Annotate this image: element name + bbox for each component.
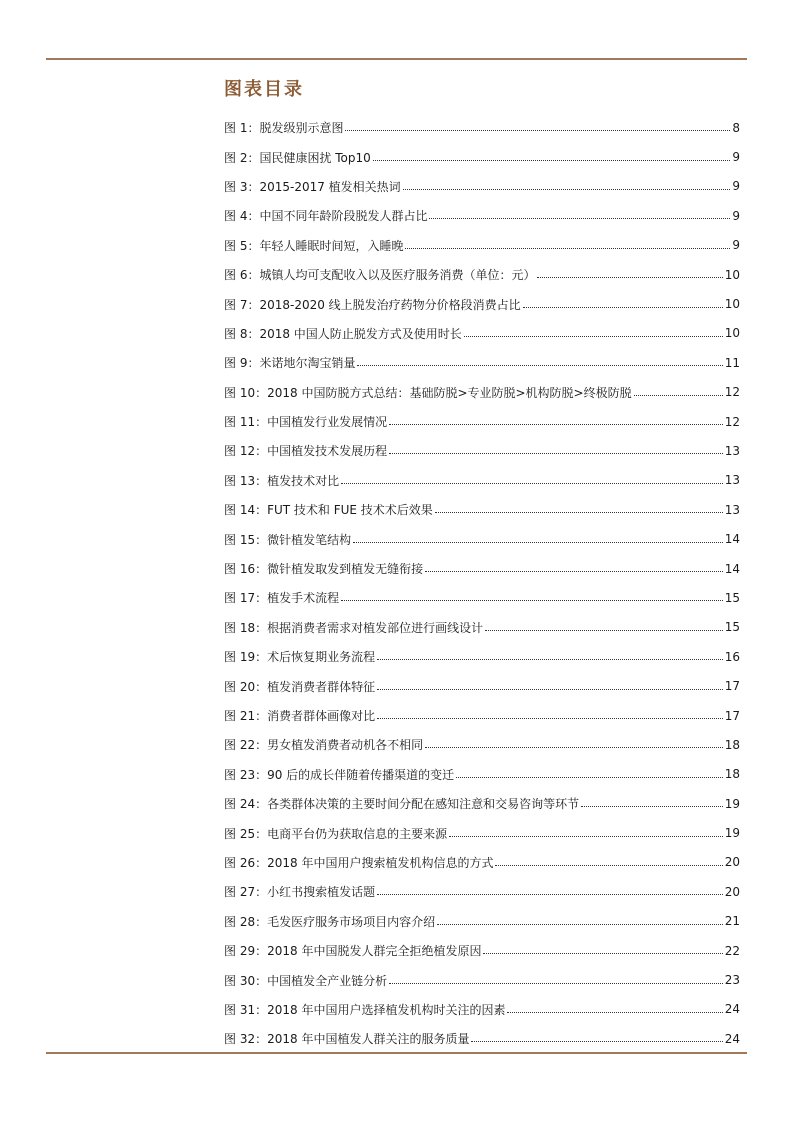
dot-leader <box>429 218 730 219</box>
toc-entry-label: 图 16：微针植发取发到植发无缝衔接 <box>224 562 424 577</box>
toc-entry-label: 图 26：2018 年中国用户搜索植发机构信息的方式 <box>224 855 494 870</box>
toc-entry-label: 图 9：米诺地尔淘宝销量 <box>224 356 356 371</box>
dot-leader <box>377 894 723 895</box>
toc-entry[interactable] <box>224 201 740 230</box>
dot-leader <box>437 924 723 925</box>
toc-entry-label: 图 5：年轻人睡眠时间短，入睡晚 <box>224 238 404 253</box>
toc-entry[interactable] <box>224 554 740 583</box>
toc-entry-label: 图 4：中国不同年龄阶段脱发人群占比 <box>224 209 428 224</box>
dot-leader <box>357 365 722 366</box>
toc-entry-page: 23 <box>724 973 740 988</box>
toc-entry-page: 12 <box>724 385 740 400</box>
toc-entry-label: 图 8：2018 中国人防止脱发方式及使用时长 <box>224 326 462 341</box>
toc-entry-label: 图 18：根据消费者需求对植发部位进行画线设计 <box>224 620 484 635</box>
toc-entry-page: 20 <box>724 884 740 899</box>
toc-entry-page: 13 <box>724 443 740 458</box>
toc-entry-page: 9 <box>732 179 740 194</box>
toc-entry-page: 18 <box>724 767 740 782</box>
toc-entry-label: 图 23：90 后的成长伴随着传播渠道的变迁 <box>224 767 455 782</box>
dot-leader <box>389 983 723 984</box>
toc-entry[interactable] <box>224 848 740 877</box>
toc-entry[interactable] <box>224 113 740 142</box>
toc-entry-page: 17 <box>724 679 740 694</box>
toc-entry-label: 图 11：中国植发行业发展情况 <box>224 415 388 430</box>
toc-entry-label: 图 22：男女植发消费者动机各不相同 <box>224 738 424 753</box>
toc-entry[interactable] <box>224 583 740 612</box>
toc-entry-label: 图 13：植发技术对比 <box>224 473 340 488</box>
header-rule <box>46 58 747 60</box>
dot-leader <box>485 630 723 631</box>
dot-leader <box>483 953 722 954</box>
toc-entry-page: 24 <box>724 1002 740 1017</box>
dot-leader <box>435 512 723 513</box>
toc-entry[interactable] <box>224 436 740 465</box>
toc-entry[interactable] <box>224 789 740 818</box>
toc-entry[interactable] <box>224 613 740 642</box>
toc-entry[interactable] <box>224 231 740 260</box>
toc-entry-page: 12 <box>724 414 740 429</box>
toc-entry-label: 图 25：电商平台仍为获取信息的主要来源 <box>224 826 448 841</box>
dot-leader <box>523 307 723 308</box>
dot-leader <box>495 865 722 866</box>
toc-entry-page: 9 <box>732 150 740 165</box>
toc-entry-label: 图 1：脱发级别示意图 <box>224 121 344 136</box>
toc-entry-page: 14 <box>724 532 740 547</box>
toc-entry[interactable] <box>224 466 740 495</box>
dot-leader <box>345 130 730 131</box>
toc-entry[interactable] <box>224 524 740 553</box>
toc-entry-label: 图 27：小红书搜索植发话题 <box>224 885 376 900</box>
toc-entry[interactable] <box>224 319 740 348</box>
dot-leader <box>377 659 723 660</box>
toc-entry-page: 10 <box>724 326 740 341</box>
toc-entry-page: 13 <box>724 473 740 488</box>
toc-entry-label: 图 7：2018-2020 线上脱发治疗药物分价格段消费占比 <box>224 297 521 312</box>
toc-entry-label: 图 29：2018 年中国脱发人群完全拒绝植发原因 <box>224 944 482 959</box>
toc-entry-label: 图 24：各类群体决策的主要时间分配在感知注意和交易咨询等环节 <box>224 797 580 812</box>
toc-entry-label: 图 14：FUT 技术和 FUE 技术术后效果 <box>224 503 433 518</box>
toc-entry[interactable] <box>224 1024 740 1053</box>
toc-entry-label: 图 30：中国植发全产业链分析 <box>224 973 388 988</box>
toc-entry-page: 16 <box>724 649 740 664</box>
toc-entry-label: 图 3：2015-2017 植发相关热词 <box>224 179 401 194</box>
toc-entry-page: 18 <box>724 737 740 752</box>
dot-leader <box>373 160 731 161</box>
dot-leader <box>389 453 723 454</box>
toc-entry[interactable] <box>224 671 740 700</box>
toc-entry-page: 13 <box>724 502 740 517</box>
toc-entry-page: 14 <box>724 561 740 576</box>
dot-leader <box>425 747 723 748</box>
dot-leader <box>389 424 723 425</box>
dot-leader <box>471 1041 722 1042</box>
toc-entry-label: 图 2：国民健康困扰 Top10 <box>224 150 371 165</box>
toc-entry[interactable] <box>224 965 740 994</box>
dot-leader <box>449 836 723 837</box>
toc-entry-page: 19 <box>724 796 740 811</box>
toc-entry-label: 图 21：消费者群体画像对比 <box>224 709 376 723</box>
dot-leader <box>581 806 723 807</box>
dot-leader <box>353 542 723 543</box>
page-title: 图表目录 <box>224 79 304 100</box>
toc-entry-page: 11 <box>724 355 740 370</box>
toc-entry[interactable] <box>224 642 740 671</box>
toc-entry[interactable] <box>224 730 740 759</box>
toc-entry[interactable] <box>224 495 740 524</box>
toc-entry-page: 10 <box>724 267 740 282</box>
dot-leader <box>341 483 723 484</box>
toc-entry[interactable] <box>224 936 740 965</box>
toc-entry-label: 图 28：毛发医疗服务市场项目内容介绍 <box>224 914 436 929</box>
dot-leader <box>377 718 723 719</box>
dot-leader <box>634 395 723 396</box>
toc-entry[interactable] <box>224 877 740 906</box>
toc-entry-page: 20 <box>724 855 740 870</box>
toc-entry[interactable] <box>224 818 740 847</box>
dot-leader <box>341 600 723 601</box>
toc-entry-page: 22 <box>724 943 740 958</box>
toc-entry-page: 15 <box>724 620 740 635</box>
dot-leader <box>537 277 722 278</box>
toc-entry[interactable] <box>224 995 740 1024</box>
dot-leader <box>403 189 731 190</box>
toc-entry-label: 图 15：微针植发笔结构 <box>224 532 352 547</box>
toc-entry-label: 图 31：2018 年中国用户选择植发机构时关注的因素 <box>224 1002 506 1017</box>
toc-entry-page: 21 <box>724 914 740 929</box>
dot-leader <box>377 689 723 690</box>
dot-leader <box>456 777 723 778</box>
figure-index-list <box>224 113 740 1054</box>
toc-entry[interactable] <box>224 289 740 318</box>
toc-entry[interactable] <box>224 907 740 936</box>
dot-leader <box>464 336 723 337</box>
toc-entry-page: 17 <box>724 708 740 723</box>
toc-entry-page: 24 <box>724 1031 740 1046</box>
toc-entry-page: 15 <box>724 590 740 605</box>
toc-entry-page: 19 <box>724 826 740 841</box>
dot-leader <box>405 248 730 249</box>
toc-entry[interactable] <box>224 378 740 407</box>
toc-entry-label: 图 12：中国植发技术发展历程 <box>224 444 388 459</box>
dot-leader <box>425 571 723 572</box>
toc-entry-label: 图 10：2018 中国防脱方式总结：基础防脱>专业防脱>机构防脱>终极防脱 <box>224 385 632 400</box>
toc-entry[interactable] <box>224 172 740 201</box>
toc-entry[interactable] <box>224 142 740 171</box>
toc-entry[interactable] <box>224 701 740 730</box>
toc-entry[interactable] <box>224 348 740 377</box>
toc-entry[interactable] <box>224 760 740 789</box>
toc-entry[interactable] <box>224 407 740 436</box>
toc-entry-label: 图 17：植发手术流程 <box>224 591 340 606</box>
toc-entry[interactable] <box>224 260 740 289</box>
toc-entry-label: 图 32：2018 年中国植发人群关注的服务质量 <box>224 1032 470 1047</box>
toc-entry-page: 10 <box>724 297 740 312</box>
toc-entry-page: 9 <box>732 238 740 253</box>
footer-rule <box>46 1052 747 1054</box>
dot-leader <box>507 1012 722 1013</box>
toc-entry-label: 图 6：城镇人均可支配收入以及医疗服务消费（单位：元） <box>224 268 536 283</box>
toc-entry-label: 图 20：植发消费者群体特征 <box>224 679 376 694</box>
toc-entry-page: 9 <box>732 208 740 223</box>
toc-entry-page: 8 <box>732 120 740 135</box>
toc-entry-label: 图 19：术后恢复期业务流程 <box>224 650 376 665</box>
